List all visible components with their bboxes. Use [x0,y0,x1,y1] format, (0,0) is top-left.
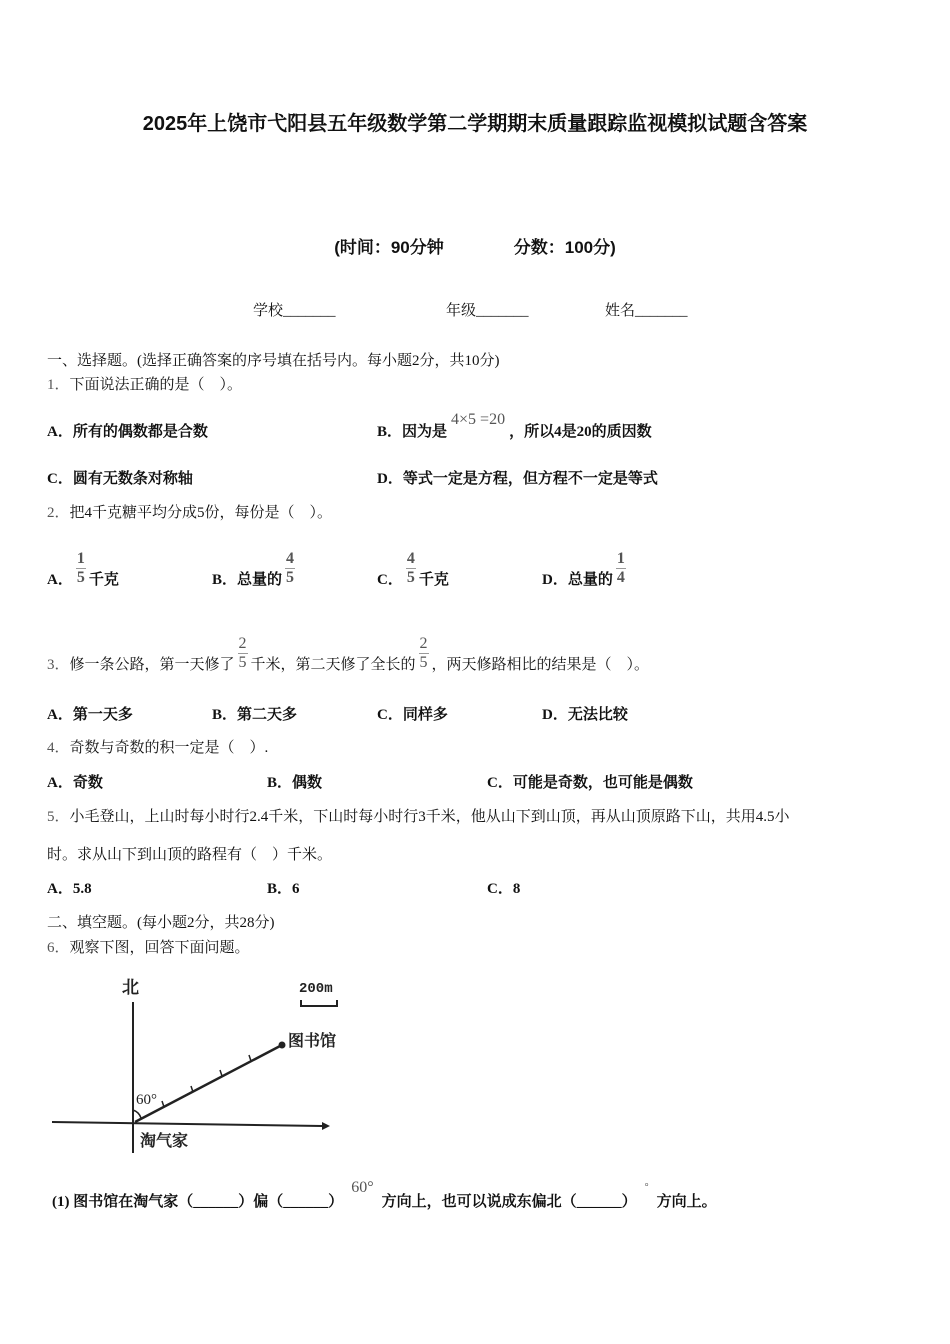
library-direction-line [135,1045,282,1122]
question-2 [47,503,332,523]
numerator: 1 [76,550,85,567]
score-label: 分数：100分) [513,238,616,257]
fraction [76,550,86,587]
fraction [285,550,295,587]
fraction [616,550,626,587]
direction-diagram [40,960,400,1160]
scale-bar [301,1000,337,1006]
fraction [406,550,416,587]
question-3 [47,635,650,684]
q4-option-b[interactable]: B．偶数 [267,775,323,791]
section-2-heading: 二、填空题。(每小题2分，共28分) [47,915,275,931]
q3-option-b[interactable]: B．第二天多 [212,707,298,723]
home-label: 淘气家 [140,1133,189,1150]
denominator: 5 [238,654,247,671]
numerator: 2 [238,635,247,652]
q4-number: 4． [47,740,70,756]
q1-b-formula: 4×5 =20 [451,411,506,428]
q6-subquestion-1 [52,1179,717,1214]
q1-number: 1． [47,377,70,393]
page-title: 2025年上饶市弋阳县五年级数学第二学期期末质量跟踪监视模拟试题含答案 [142,113,808,135]
q1-option-c[interactable]: C．圆有无数条对称轴 [47,471,193,487]
unit: 千克 [88,571,119,588]
q4-stem: 奇数与奇数的积一定是（ ）. [69,740,269,756]
q2-option-d[interactable] [542,550,629,599]
numerator: 2 [419,635,428,652]
q1-option-d[interactable]: D．等式一定是方程，但方程不一定是等式 [377,471,658,487]
library-label: 图书馆 [288,1033,337,1050]
q3-option-a[interactable]: A．第一天多 [47,707,133,723]
angle-label: 60° [136,1092,157,1108]
label: C． [377,571,403,588]
sub1-part-b: 方向上，也可以说成东偏北（______） [381,1194,637,1210]
q4-option-a[interactable]: A．奇数 [47,775,103,791]
q6-stem: 观察下图，回答下面问题。 [69,940,250,956]
question-5 [47,807,790,827]
east-axis [52,1122,322,1126]
name-field[interactable]: 姓名_______ [605,303,688,319]
east-arrow-icon [322,1122,330,1130]
q5-stem-2: 时。求从山下到山顶的路程有（ ）千米。 [47,847,333,863]
q6-number: 6． [47,940,70,956]
q3-stem-2: 千米，第二天修了全长的 [250,656,416,673]
q3-stem-3: ，两天修路相比的结果是（ ）。 [431,656,650,673]
q2-option-c[interactable] [377,550,449,599]
label: D．总量的 [542,571,613,588]
denominator: 5 [406,569,415,586]
q1-option-b[interactable] [377,411,652,442]
q3-option-d[interactable]: D．无法比较 [542,707,628,723]
sub1-degree-2: ° [644,1182,649,1193]
sub1-degree: 60° [351,1179,374,1196]
school-field[interactable]: 学校_______ [253,303,336,319]
numerator: 1 [616,550,625,567]
q2-number: 2． [47,505,70,521]
time-score [0,238,950,258]
q1-b-suffix: ，所以4是20的质因数 [509,424,652,440]
fraction [238,635,248,672]
sub1-part-c: 方向上。 [656,1194,717,1210]
denominator: 5 [419,654,428,671]
numerator: 4 [286,550,295,567]
numerator: 4 [406,550,415,567]
scale-ticks [162,1055,251,1107]
fraction [419,635,429,672]
q5-option-c[interactable]: C．8 [487,881,521,897]
question-6 [47,938,250,958]
q1-stem: 下面说法正确的是（ ）。 [69,377,243,393]
q1-b-prefix: B．因为是 [377,424,448,440]
q5-stem-1: 小毛登山，上山时每小时行2.4千米，下山时每小时行3千米，他从山下到山顶，再从山顶原路下山，共用4.5小 [69,809,790,825]
question-4 [47,738,268,758]
q2-option-b[interactable] [212,550,298,599]
label: B．总量的 [212,571,283,588]
q3-stem-1: 修一条公路，第一天修了 [69,656,235,673]
denominator: 5 [286,569,295,586]
q3-number: 3． [47,656,70,673]
q2-stem: 把4千克糖平均分成5份，每份是（ ）。 [69,505,333,521]
time-label: (时间：90分钟 [334,238,444,257]
north-label: 北 [122,978,139,997]
library-point [279,1042,286,1049]
q5-number: 5． [47,809,70,825]
q1-option-a[interactable]: A．所有的偶数都是合数 [47,424,208,440]
q4-option-c[interactable]: C．可能是奇数，也可能是偶数 [487,775,693,791]
unit: 千克 [418,571,449,588]
denominator: 5 [76,569,85,586]
q3-option-c[interactable]: C．同样多 [377,707,448,723]
denominator: 4 [616,569,625,586]
section-1-heading: 一、选择题。(选择正确答案的序号填在括号内。每小题2分，共10分) [47,353,500,369]
q5-option-a[interactable]: A．5.8 [47,881,92,897]
sub1-part-a: (1) 图书馆在淘气家（______）偏（______） [52,1194,344,1210]
grade-field[interactable]: 年级_______ [446,303,529,319]
question-1 [47,375,242,395]
label: A． [47,571,73,588]
q2-option-a[interactable] [47,550,119,599]
scale-label: 200m [299,981,333,997]
angle-arc [133,1110,141,1118]
q5-option-b[interactable]: B．6 [267,881,300,897]
